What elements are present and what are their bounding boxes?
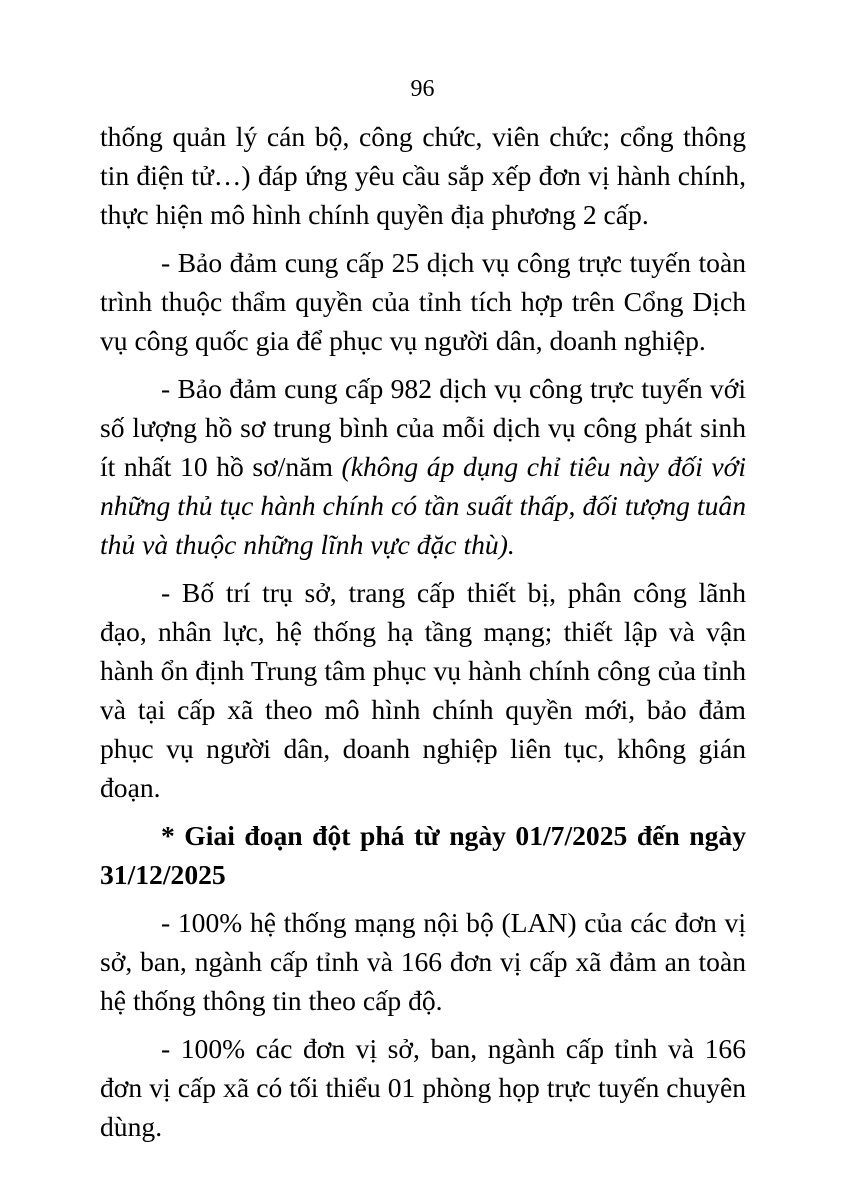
paragraph-online-services-25: - Bảo đảm cung cấp 25 dịch vụ công trực tuyến toàn trình thuộc thẩm quyền của tỉnh tích hợp trên Cổng Dịch vụ công quốc gia để phục vụ người dân, doanh nghiệp. [100,247,746,356]
page-number: 96 [410,76,435,102]
paragraph-continuation: thống quản lý cán bộ, công chức, viên chức; cổng thông tin điện tử…) đáp ứng yêu cầu sắp xếp đơn vị hành chính, thực hiện mô hình chính quyền địa phương 2 cấp. [100,121,746,230]
paragraph-italic-note: (không áp dụng chỉ tiêu này đối với những thủ tục hành chính có tần suất thấp, đối tượng tuân thủ và thuộc những lĩnh vực đặc thù). [100,451,746,560]
document-body [100,117,746,1155]
paragraph-main-text: - Bảo đảm cung cấp 982 dịch vụ công trực tuyến với số lượng hồ sơ trung bình của mỗi dịch vụ công phát sinh ít nhất 10 hồ sơ/năm [100,373,746,482]
paragraph-meeting-rooms: - 100% các đơn vị sở, ban, ngành cấp tỉnh và 166 đơn vị cấp xã có tối thiểu 01 phòng họp trực tuyến chuyên dùng. [100,1033,746,1142]
section-heading: * Giai đoạn đột phá từ ngày 01/7/2025 đến ngày 31/12/2025 [100,820,746,890]
paragraph-online-services-982 [100,369,746,564]
paragraph-lan-security: - 100% hệ thống mạng nội bộ (LAN) của các đơn vị sở, ban, ngành cấp tỉnh và 166 đơn vị cấp xã đảm an toàn hệ thống thông tin theo cấp độ. [100,907,746,1016]
paragraph-service-center: - Bố trí trụ sở, trang cấp thiết bị, phân công lãnh đạo, nhân lực, hệ thống hạ tầng mạng; thiết lập và vận hành ổn định Trung tâm phục vụ hành chính công của tỉnh và tại cấp xã theo mô hình chính quyền mới, bảo đảm phục vụ người dân, doanh nghiệp liên tục, không gián đoạn. [100,577,746,803]
